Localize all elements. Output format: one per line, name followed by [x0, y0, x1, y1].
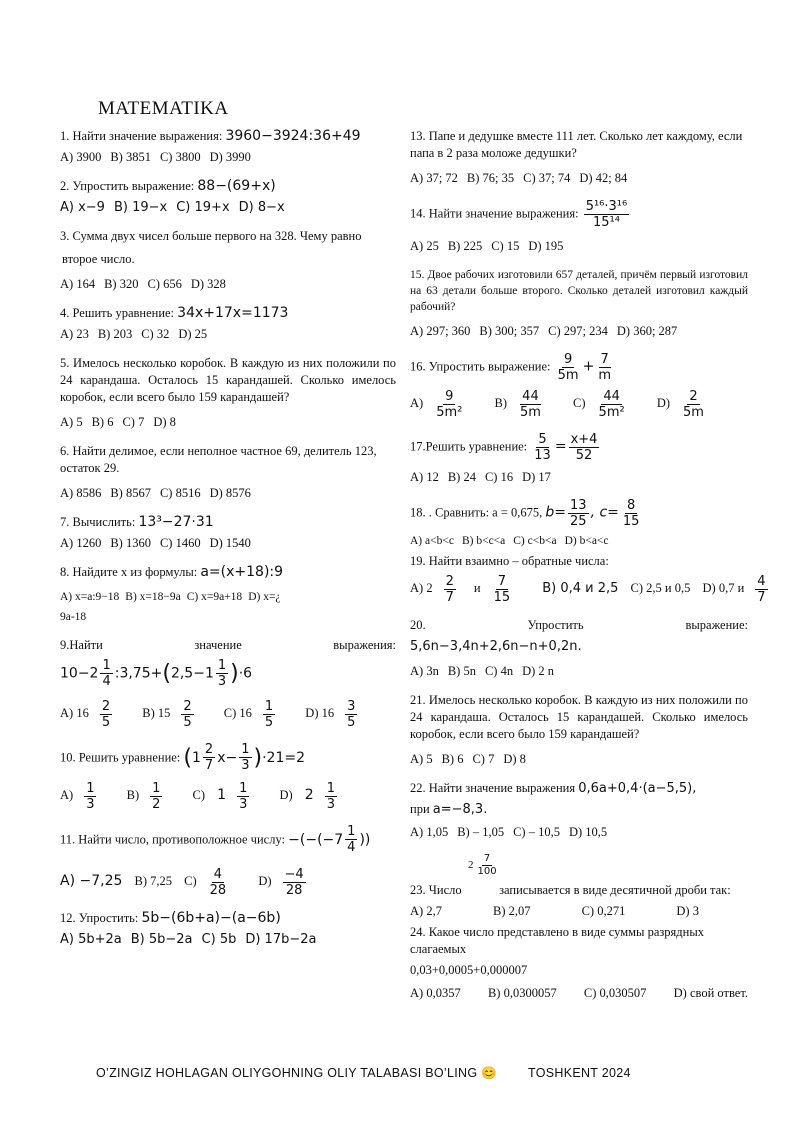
question-6: 6. Найти делимое, если неполное частное 69, делитель 123, остаток 29. A) 8586 B) 8567 C) 8516 D) 8576 — [60, 443, 396, 502]
answer-option[interactable]: D) 10,5 — [568, 825, 608, 839]
answer-option[interactable]: A) x−9 — [60, 200, 105, 215]
question-1: 1. Найти значение выражения: 3960−3924:36+49 A) 3900 B) 3851 C) 3800 D) 3990 — [60, 128, 396, 166]
answer-option[interactable]: B) 6 — [441, 752, 464, 766]
answer-option[interactable]: D) 16 $\frac{3}{5}$ — [305, 699, 356, 730]
answers-13 — [410, 170, 748, 187]
answer-option[interactable]: D) 17 — [522, 470, 551, 484]
answer-option[interactable]: D) 3 — [676, 904, 699, 918]
answer-option[interactable]: D) $\frac{2}{5m}$ — [656, 389, 704, 420]
answer-option[interactable]: C) 4n — [484, 664, 514, 678]
question-23: 2 $\frac{7}{100}$ 23. Число записывается в виде десятичной дроби так: A) 2,7 B) 2,07 C) 0,271 D) 3 — [410, 853, 748, 920]
answer-option[interactable]: C) 1460 — [159, 536, 201, 550]
question-17: 17.Решить уравнение: $\frac{5}{13}$ = $\frac{x+4}{52}$ A) 12 B) 24 C) 16 D) 17 — [410, 432, 748, 486]
answers-10 — [60, 781, 396, 812]
answer-option[interactable]: D) 8 — [503, 752, 526, 766]
answer-option[interactable]: B) 7,25 — [134, 874, 173, 889]
answer-option[interactable]: C) $\frac{4}{28}$ — [184, 867, 227, 898]
answer-option[interactable]: B) 8567 — [110, 486, 151, 500]
answer-option[interactable]: A) 2 $\frac{2}{7}$ и $\frac{7}{15}$ — [410, 574, 511, 605]
question-3: 3. Сумма двух чисел больше первого на 328. Чему равно второе число. A) 164 B) 320 C) 656 D) 328 — [60, 228, 396, 293]
answers-4 — [60, 326, 396, 343]
answer-option[interactable]: C) 0,271 — [581, 904, 626, 918]
answer-option[interactable]: C) 7 — [472, 752, 495, 766]
answers-15 — [410, 323, 748, 340]
answers-9 — [60, 699, 396, 730]
answer-option[interactable]: C) 19+x — [176, 200, 230, 215]
answer-option[interactable]: A) 1260 — [60, 536, 102, 550]
answer-option[interactable]: A) 23 — [60, 327, 89, 341]
answers-24 — [410, 985, 748, 1002]
answer-option[interactable]: D) 25 — [178, 327, 208, 341]
answer-option[interactable]: C) 5b — [201, 932, 237, 947]
question-5: 5. Имелось несколько коробок. В каждую из них положили по 24 карандаша. Осталось 15 карандашей. Сколько имелось коробок, если всего было 159 карандашей? A) 5 B) 6 C) 7 D) 8 — [60, 356, 396, 429]
answer-option[interactable]: A) 3900 — [60, 150, 102, 164]
answers-22 — [410, 824, 748, 841]
answers-17 — [410, 469, 748, 486]
answer-option[interactable]: A) 25 — [410, 239, 439, 253]
answers-21 — [410, 751, 748, 768]
answer-option[interactable]: A) −7,25 — [60, 873, 123, 890]
question-13: 13. Папе и дедушке вместе 111 лет. Сколько лет каждому, если папа в 2 раза моложе дедушки? A) 37; 72 B) 76; 35 C) 37; 74 D) 42; 84 — [410, 128, 748, 187]
answer-option[interactable]: C) 15 — [491, 239, 520, 253]
answers-18 — [410, 533, 748, 549]
answer-option[interactable]: A) $\frac{1}{3}$ — [60, 781, 95, 812]
answer-option[interactable]: B) 2,07 — [493, 904, 531, 918]
answer-option[interactable]: C) 2,5 и 0,5 — [630, 581, 691, 596]
answers-6 — [60, 485, 396, 502]
answer-option[interactable]: A) 297; 360 — [410, 324, 471, 338]
answers-11 — [60, 867, 396, 898]
footer-slogan: O’ZINGIZ HOHLAGAN OLIYGOHNING OLIY TALABASI BO’LING 😊 — [96, 1066, 497, 1080]
answer-option[interactable]: B) $\frac{44}{5m}$ — [494, 389, 541, 420]
question-9: 9.Найти значение выражения: 10−2 $\frac{1}{4}$ :3,75+(2,5−1 $\frac{1}{3}$ )·6 A) 16 $\frac{2}{5}$ B) 15 $\frac{2}{5}$ C) 16 $\frac{1}{5}$ D) 16 $\frac{3}{5}$ — [60, 638, 396, 730]
answer-option[interactable]: D) 8−x — [238, 200, 285, 215]
answer-option[interactable]: A) 3n — [410, 664, 439, 678]
answers-23 — [410, 903, 748, 920]
answer-option[interactable]: C) 1 $\frac{1}{3}$ — [192, 781, 248, 812]
answer-option[interactable]: B) 3851 — [110, 150, 151, 164]
answer-option[interactable]: C) 3800 — [159, 150, 201, 164]
answer-option[interactable]: D) 8576 — [209, 486, 251, 500]
footer-city-year: TOSHKENT 2024 — [528, 1066, 631, 1080]
answer-option[interactable]: D) 2 $\frac{1}{3}$ — [279, 781, 335, 812]
page-title: MATEMATIKA — [98, 98, 229, 119]
answer-option[interactable]: B) 1360 — [110, 536, 151, 550]
answers-19 — [410, 574, 766, 605]
question-12: 12. Упростить: 5b−(6b+a)−(a−6b) A) 5b+2a B) 5b−2a C) 5b D) 17b−2a — [60, 910, 396, 948]
question-15: 15. Двое рабочих изготовили 657 деталей, причём первый изготовил на 63 детали больше второго. Сколько деталей изготовил каждый рабочий? A) 297; 360 B) 300; 357 C) 297; 234 D) 360; 287 — [410, 269, 748, 338]
answer-option[interactable]: C) 656 — [147, 277, 182, 291]
answer-option[interactable]: C) 16 — [484, 470, 514, 484]
answer-option[interactable]: C) 16 $\frac{1}{5}$ — [223, 699, 274, 730]
answer-option[interactable]: A) 2,7 — [410, 904, 442, 918]
answer-option[interactable]: D) $\frac{-4}{28}$ — [258, 867, 304, 898]
answer-option[interactable]: B) 0,4 и 2,5 — [542, 581, 619, 597]
answer-option[interactable]: D) 17b−2a — [245, 932, 317, 947]
answer-option[interactable]: A) 1,05 — [410, 825, 449, 839]
answer-option[interactable]: D) 42; 84 — [579, 171, 628, 185]
answer-option[interactable]: A) 8586 — [60, 486, 102, 500]
answers-12 — [60, 931, 396, 948]
question-4: 4. Решить уравнение: 34x+17x=1173 A) 23 B) 203 C) 32 D) 25 — [60, 305, 396, 343]
answer-option[interactable]: A) 12 — [410, 470, 439, 484]
answer-option[interactable]: B) 225 — [447, 239, 483, 253]
question-21: 21. Имелось несколько коробок. В каждую из них положили по 24 карандаша. Осталось 15 карандашей. Сколько имелось коробок, если всего было 159 карандашей? A) 5 B) 6 C) 7 D) 8 — [410, 693, 748, 766]
answer-option[interactable]: A) $\frac{9}{\text{5m²}}$ — [410, 389, 463, 420]
answer-option[interactable]: C) 7 — [122, 415, 145, 429]
answer-option[interactable]: B) – 1,05 — [457, 825, 505, 839]
answer-option[interactable]: D) 360; 287 — [616, 324, 678, 338]
answer-option[interactable]: B) 24 — [447, 470, 476, 484]
answer-option[interactable]: C) x=9a+18 — [186, 591, 243, 603]
question-11: 11. Найти число, противоположное числу: −(−(−7 $\frac{1}{4}$ )) A) −7,25 B) 7,25 C) $\frac{4}{28}$ D) $\frac{-4}{28}$ — [60, 824, 396, 898]
answer-option[interactable]: A) 5 — [60, 415, 83, 429]
answer-option[interactable]: D) 328 — [190, 277, 226, 291]
answer-option[interactable]: A) 16 $\frac{2}{5}$ — [60, 699, 111, 730]
answer-option[interactable]: B) 76; 35 — [466, 171, 515, 185]
answer-option[interactable]: A) 5 — [410, 752, 433, 766]
answer-option[interactable]: D) 8 — [153, 415, 176, 429]
question-10: 10. Решить уравнение: (1 $\frac{2}{7}$ x− $\frac{1}{3}$ )·21=2 A) $\frac{1}{3}$ B) $\frac{1}{2}$ C) 1 $\frac{1}{3}$ D) 2 $\frac{1}{3}$ — [60, 742, 396, 812]
answers-16 — [410, 389, 748, 420]
question-14: 14. Найти значение выражения: $\frac{\text{5¹⁶·3¹⁶}}{\text{15¹⁴}}$ A) 25 B) 225 C) 15 D) 195 — [410, 199, 748, 255]
question-18: 18. . Сравнить: a = 0,675, b= $\frac{13}{25}$ , c= $\frac{8}{15}$ A) a<b<c B) b<c<a C) c<b<a D) b<a<c — [410, 498, 748, 549]
answer-option[interactable]: D) 195 — [528, 239, 564, 253]
answer-option[interactable]: B) x=18−9a — [125, 591, 181, 603]
answers-2 — [60, 199, 396, 216]
answer-option[interactable]: B) 203 — [97, 327, 133, 341]
answer-option[interactable]: B) 6 — [91, 415, 114, 429]
question-2: 2. Упростить выражение: 88−(69+x) A) x−9 B) 19−x C) 19+x D) 8−x — [60, 178, 396, 216]
answer-option[interactable]: C) $\frac{44}{\text{5m²}}$ — [573, 389, 625, 420]
question-20: 20. Упростить выражение: 5,6n−3,4n+2,6n−n+0,2n. A) 3n B) 5n C) 4n D) 2 n — [410, 618, 748, 678]
answer-option[interactable]: B) 0,0300057 — [487, 986, 557, 1000]
answers-8 — [60, 589, 396, 605]
answers-20 — [410, 663, 748, 680]
answer-option[interactable]: D) свой ответ. — [673, 986, 748, 1000]
question-22: 22. Найти значение выражения 0,6a+0,4·(a−5,5), при a=−8,3. A) 1,05 B) – 1,05 C) – 10,5 D) 10,5 — [410, 780, 748, 841]
question-24: 24. Какое число представлено в виде суммы разрядных слагаемых 0,03+0,0005+0,000007 A) 0,0357 B) 0,0300057 C) 0,030507 D) свой ответ. — [410, 925, 748, 1000]
answer-option[interactable]: A) x=a:9−18 — [60, 591, 120, 603]
answer-option[interactable]: C) 297; 234 — [548, 324, 608, 338]
right-column — [410, 128, 766, 1014]
page-footer — [96, 1066, 696, 1081]
answer-option[interactable]: B) 5n — [447, 664, 476, 678]
answer-option[interactable]: D) b<a<c — [564, 535, 609, 547]
answer-option[interactable]: D) 0,7 и $\frac{4}{7}$ — [702, 574, 766, 605]
answers-3 — [60, 276, 396, 293]
answer-option[interactable]: D) 2 n — [522, 664, 555, 678]
answers-5 — [60, 414, 396, 431]
question-7: 7. Вычислить: 13³−27·31 A) 1260 B) 1360 C) 1460 D) 1540 — [60, 514, 396, 552]
answer-option[interactable]: B) 15 $\frac{2}{5}$ — [142, 699, 192, 730]
answers-1 — [60, 149, 396, 166]
answer-option[interactable]: B) b<c<a — [461, 535, 506, 547]
answer-option[interactable]: B) 5b−2a — [130, 932, 193, 947]
answer-option[interactable]: C) 8516 — [159, 486, 201, 500]
answer-option[interactable]: A) a<b<c — [410, 535, 454, 547]
question-16: 16. Упростить выражение: $\frac{9}{5m}$ + $\frac{7}{m}$ A) $\frac{9}{\text{5m²}}$ B) $\frac{44}{5m}$ C) $\frac{44}{\text{5m²}}$ D) $\frac{2}{5m}$ — [410, 352, 748, 420]
answer-option[interactable]: D) 3990 — [209, 150, 251, 164]
answer-option[interactable]: C) 37; 74 — [523, 171, 571, 185]
answer-option[interactable]: D) 1540 — [209, 536, 251, 550]
answer-option[interactable]: B) 320 — [104, 277, 139, 291]
answers-14 — [410, 238, 748, 255]
question-8: 8. Найдите x из формулы: a=(x+18):9 A) x=a:9−18 B) x=18−9a C) x=9a+18 D) x=¿ 9a-18 — [60, 564, 396, 625]
answer-option[interactable]: A) 164 — [60, 277, 96, 291]
answer-option[interactable]: B) 300; 357 — [479, 324, 540, 338]
answer-option[interactable]: B) $\frac{1}{2}$ — [126, 781, 161, 812]
answer-option[interactable]: B) 19−x — [113, 200, 168, 215]
answers-7 — [60, 535, 396, 552]
answer-option[interactable]: A) 5b+2a — [60, 932, 122, 947]
answer-option[interactable]: C) 32 — [141, 327, 170, 341]
answer-option[interactable]: A) 37; 72 — [410, 171, 458, 185]
answer-option[interactable]: C) 0,030507 — [583, 986, 647, 1000]
question-19: 19. Найти взаимно – обратные числа: A) 2 $\frac{2}{7}$ и $\frac{7}{15}$ B) 0,4 и 2,5 C) 2,5 и 0,5 D) 0,7 и $\frac{4}{7}$ — [410, 553, 748, 605]
answer-option[interactable]: A) 0,0357 — [410, 986, 461, 1000]
answer-option[interactable]: D) x=¿ — [248, 591, 281, 603]
answer-option[interactable]: C) c<b<a — [513, 535, 557, 547]
answer-option[interactable]: C) – 10,5 — [513, 825, 560, 839]
left-column — [60, 128, 396, 960]
